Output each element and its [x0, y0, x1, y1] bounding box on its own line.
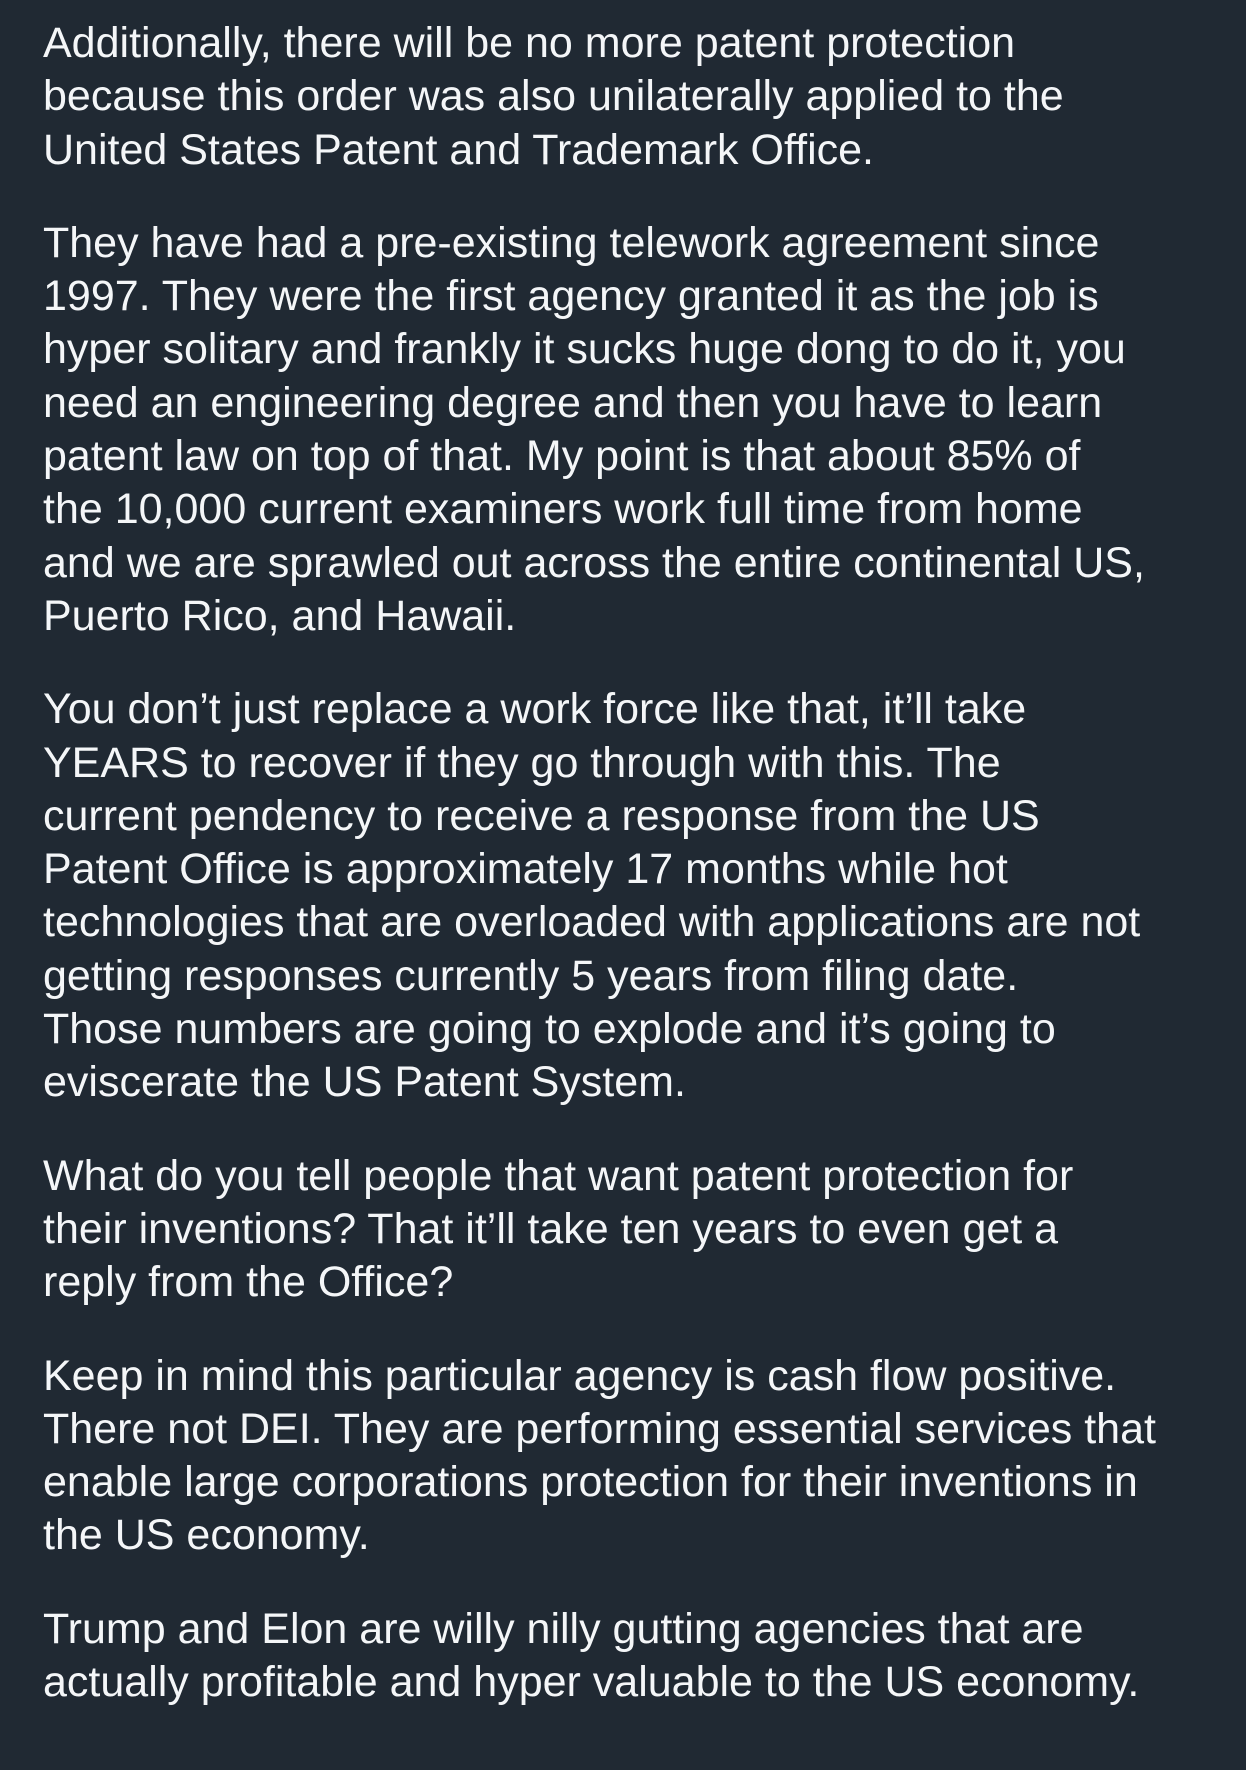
paragraph-inventor-question: What do you tell people that want patent protection for their inventions? That it’ll take ten years to even get a reply from the Office? [43, 1151, 1074, 1307]
paragraph-conclusion: Trump and Elon are willy nilly gutting agencies that are actually profitable and hyper valuable to the US economy. [43, 1604, 1140, 1707]
paragraph-workforce-replacement: You don’t just replace a work force like that, it’ll take YEARS to recover if they go through with this. The current pendency to receive a response from the US Patent Office is approximately 17 months while hot technologies that are overloaded with applications are not getting responses currently 5 years from filing date. Those numbers are going to explode and it’s going to eviscerate the US Patent System. [43, 685, 1141, 1107]
post-body [43, 17, 1241, 1709]
paragraph-cash-flow: Keep in mind this particular agency is cash flow positive. There not DEI. They are performing essential services that enable large corporations protection for their inventions in the US economy. [43, 1351, 1156, 1560]
paragraph-patent-protection: Additionally, there will be no more patent protection because this order was also unilaterally applied to the United States Patent and Trademark Office. [43, 19, 1064, 174]
paragraph-telework-agreement: They have had a pre-existing telework agreement since 1997. They were the first agency granted it as the job is hyper solitary and frankly it sucks huge dong to do it, you need an engineering degree and then you have to learn patent law on top of that. My point is that about 85% of the 10,000 current examiners work full time from home and we are sprawled out across the entire continental US, Puerto Rico, and Hawaii. [43, 218, 1145, 640]
